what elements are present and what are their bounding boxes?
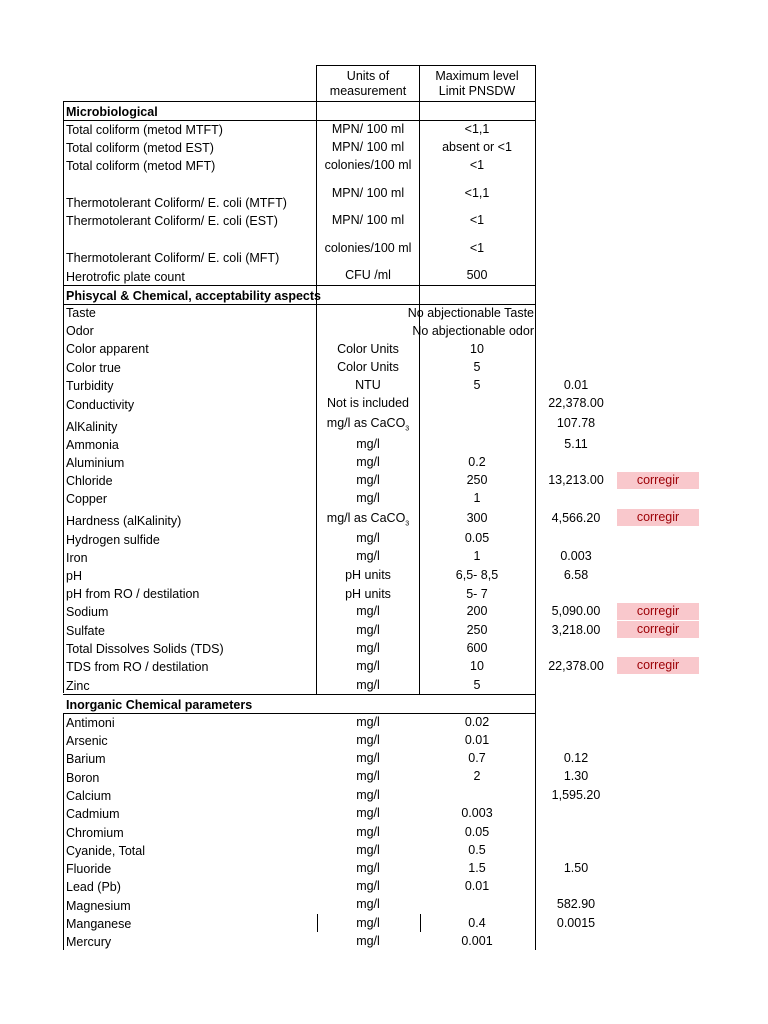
row-unit-text: mg/l: [356, 788, 380, 802]
row-unit-text: mg/l: [356, 455, 380, 469]
row-unit-text: Not is included: [327, 396, 409, 410]
row-max-limit: <1: [469, 213, 485, 227]
row-unit-text: MPN/ 100 ml: [331, 213, 405, 227]
grid-line: [317, 914, 318, 932]
row-parameter-name: Aluminium: [66, 456, 125, 470]
row-parameter-name: Boron: [66, 771, 100, 785]
row-max-limit: 1: [473, 491, 481, 505]
row-unit-text: colonies/100 ml: [324, 158, 412, 172]
row-max-limit: 500: [466, 268, 488, 282]
row-unit-text: MPN/ 100 ml: [331, 122, 405, 136]
row-unit-subscript: 3: [405, 520, 410, 528]
row-max-limit: 5- 7: [466, 587, 488, 601]
row-parameter-name: Sodium: [66, 605, 109, 619]
grid-line: [63, 120, 536, 121]
row-measured-value: 5.11: [564, 437, 588, 451]
row-unit-text: mg/l: [356, 825, 380, 839]
row-max-limit: 10: [470, 342, 484, 356]
row-parameter-name: Antimoni: [66, 716, 115, 730]
row-unit-text: MPN/ 100 ml: [331, 140, 405, 154]
row-unit: [318, 241, 418, 255]
grid-line: [316, 65, 317, 694]
row-unit-text: mg/l: [356, 897, 380, 911]
row-max-limit: 10: [470, 659, 484, 673]
grid-line: [63, 101, 536, 102]
row-unit-text: mg/l: [356, 641, 380, 655]
row-unit-text: mg/l as CaCO: [326, 511, 406, 525]
row-parameter-name: Calcium: [66, 789, 112, 803]
row-parameter-name: Hydrogen sulfide: [66, 533, 160, 547]
row-parameter-name: Zinc: [66, 679, 90, 693]
row-unit: [318, 378, 418, 392]
row-measured-value: 22,378.00: [548, 396, 604, 410]
grid-line: [63, 713, 536, 714]
row-max-limit: No abjectionable Taste: [407, 306, 534, 320]
row-unit: [318, 491, 418, 505]
row-parameter-name: Hardness (alKalinity): [66, 514, 182, 528]
row-unit-text: mg/l: [356, 491, 380, 505]
row-max-limit: 0.7: [468, 751, 486, 765]
row-measured-value: 5,090.00: [551, 604, 601, 618]
row-unit-text: Color Units: [337, 342, 399, 356]
row-parameter-name: Chloride: [66, 474, 113, 488]
row-unit: [318, 186, 418, 200]
row-unit: [318, 751, 418, 765]
row-parameter-name: Lead (Pb): [66, 880, 121, 894]
row-unit-text: mg/l: [356, 473, 380, 487]
row-unit: [318, 897, 418, 911]
row-parameter-name: Total coliform (metod MFT): [66, 159, 216, 173]
row-unit: [318, 733, 418, 747]
row-max-limit: 2: [473, 769, 481, 783]
row-parameter-name: Copper: [66, 492, 107, 506]
row-unit-text: mg/l: [356, 843, 380, 857]
row-parameter-name: Herotrofic plate count: [66, 270, 185, 284]
row-measured-value: 6.58: [563, 568, 589, 582]
row-unit: [318, 158, 418, 172]
row-max-limit: 0.05: [464, 825, 490, 839]
row-unit-text: mg/l: [356, 678, 380, 692]
row-unit: [318, 437, 418, 451]
row-parameter-name: Thermotolerant Coliform/ E. coli (EST): [66, 214, 278, 228]
row-unit-text: colonies/100 ml: [324, 241, 412, 255]
grid-line: [420, 914, 421, 932]
row-max-limit: 6,5- 8,5: [455, 568, 499, 582]
row-unit-text: mg/l: [356, 549, 380, 563]
row-unit-text: pH units: [345, 587, 391, 601]
row-measured-value: 1.30: [563, 769, 589, 783]
row-max-limit: 300: [466, 511, 488, 525]
row-unit-text: mg/l: [356, 751, 380, 765]
row-unit-text: mg/l: [356, 715, 380, 729]
row-unit-text: mg/l: [356, 437, 380, 451]
row-max-limit: 5: [473, 378, 481, 392]
row-unit-text: mg/l: [356, 934, 380, 948]
row-measured-value: 0.003: [560, 549, 592, 563]
row-max-limit: 0.05: [464, 531, 490, 545]
row-max-limit: 5: [473, 360, 481, 374]
grid-line: [63, 304, 536, 305]
row-unit-text: mg/l: [356, 659, 380, 673]
row-unit: [318, 641, 418, 655]
row-max-limit: <1,1: [464, 186, 490, 200]
row-parameter-name: Cyanide, Total: [66, 844, 145, 858]
row-parameter-name: Iron: [66, 551, 88, 565]
header-max-label: Maximum level Limit PNSDW: [435, 69, 519, 98]
row-measured-value: 13,213.00: [548, 473, 604, 487]
row-parameter-name: Ammonia: [66, 438, 119, 452]
row-unit: [318, 455, 418, 469]
row-unit: [318, 568, 418, 582]
row-unit: [318, 360, 418, 374]
row-parameter-name: Chromium: [66, 826, 124, 840]
row-unit: [318, 342, 418, 356]
row-unit-text: mg/l: [356, 879, 380, 893]
row-measured-value: 582.90: [556, 897, 596, 911]
row-measured-value: 22,378.00: [548, 659, 604, 673]
row-max-limit: 0.2: [468, 455, 486, 469]
row-max-limit: absent or <1: [442, 140, 512, 154]
row-unit-text: pH units: [345, 568, 391, 582]
row-max-limit: 600: [466, 641, 488, 655]
row-unit: [318, 916, 418, 930]
row-max-limit: No abjectionable odor: [412, 324, 534, 338]
row-unit: [318, 934, 418, 948]
grid-line: [535, 65, 536, 950]
row-unit-text: mg/l: [356, 861, 380, 875]
row-parameter-name: Manganese: [66, 917, 132, 931]
corregir-flag: corregir: [617, 603, 699, 620]
row-unit-text: mg/l: [356, 531, 380, 545]
header-units-label: Units of measurement: [329, 69, 407, 98]
row-parameter-name: Color true: [66, 361, 121, 375]
row-parameter-name: Fluoride: [66, 862, 112, 876]
row-unit: [318, 473, 418, 487]
row-unit-text: mg/l: [356, 733, 380, 747]
row-unit: [318, 416, 418, 437]
row-max-limit: 5: [473, 678, 481, 692]
row-parameter-name: AlKalinity: [66, 420, 118, 434]
row-parameter-name: Conductivity: [66, 398, 135, 412]
row-unit-text: Color Units: [337, 360, 399, 374]
row-parameter-name: Turbidity: [66, 379, 114, 393]
row-parameter-name: Arsenic: [66, 734, 108, 748]
row-unit: [318, 659, 418, 673]
row-unit: [318, 788, 418, 802]
row-unit: [318, 549, 418, 563]
row-max-limit: 0.001: [461, 934, 493, 948]
row-unit-text: NTU: [355, 378, 381, 392]
row-unit: [318, 825, 418, 839]
row-measured-value: 3,218.00: [551, 623, 601, 637]
section-inorganic: Inorganic Chemical parameters: [66, 698, 253, 712]
row-max-limit: 0.02: [464, 715, 490, 729]
row-unit-text: CFU /ml: [345, 268, 391, 282]
row-measured-value: 1,595.20: [551, 788, 601, 802]
row-unit: [318, 769, 418, 783]
row-max-limit: 250: [466, 623, 488, 637]
grid-line: [419, 65, 420, 694]
row-max-limit: 1.5: [468, 861, 486, 875]
row-parameter-name: pH from RO / destilation: [66, 587, 200, 601]
row-unit: [318, 806, 418, 820]
row-parameter-name: Mercury: [66, 935, 112, 949]
corregir-flag: corregir: [617, 621, 699, 638]
grid-line: [63, 285, 536, 286]
row-measured-value: 0.0015: [556, 916, 596, 930]
row-parameter-name: Taste: [66, 306, 96, 320]
row-unit: [318, 531, 418, 545]
row-unit: [318, 879, 418, 893]
row-unit: [318, 604, 418, 618]
row-measured-value: 4,566.20: [551, 511, 601, 525]
row-measured-value: 0.12: [563, 751, 589, 765]
row-parameter-name: Odor: [66, 324, 94, 338]
grid-line: [63, 694, 536, 695]
row-unit: [318, 396, 418, 410]
row-unit: [318, 213, 418, 227]
grid-line: [316, 65, 536, 66]
row-unit: [318, 843, 418, 857]
row-parameter-name: Thermotolerant Coliform/ E. coli (MTFT): [66, 196, 287, 210]
row-unit-text: mg/l: [356, 623, 380, 637]
row-unit: [318, 268, 418, 282]
row-max-limit: 200: [466, 604, 488, 618]
row-unit-text: mg/l: [356, 806, 380, 820]
row-max-limit: 0.4: [468, 916, 486, 930]
row-parameter-name: Sulfate: [66, 624, 105, 638]
row-max-limit: <1: [469, 241, 485, 255]
row-unit: [318, 861, 418, 875]
row-parameter-name: Total Dissolves Solids (TDS): [66, 642, 224, 656]
row-unit-text: mg/l: [356, 916, 380, 930]
row-unit-subscript: 3: [405, 425, 410, 433]
row-parameter-name: Thermotolerant Coliform/ E. coli (MFT): [66, 251, 280, 265]
row-unit: [318, 140, 418, 154]
row-measured-value: 1.50: [563, 861, 589, 875]
row-unit: [318, 511, 418, 532]
section-physical-chemical: Phisycal & Chemical, acceptability aspects: [66, 289, 321, 303]
row-parameter-name: Cadmium: [66, 807, 120, 821]
row-parameter-name: Color apparent: [66, 342, 149, 356]
corregir-flag: corregir: [617, 657, 699, 674]
row-max-limit: 0.003: [461, 806, 493, 820]
row-max-limit: 250: [466, 473, 488, 487]
section-microbiological: Microbiological: [66, 105, 158, 119]
row-unit: [318, 623, 418, 637]
row-parameter-name: pH: [66, 569, 82, 583]
row-unit-text: mg/l: [356, 604, 380, 618]
row-parameter-name: TDS from RO / destilation: [66, 660, 209, 674]
row-max-limit: 0.5: [468, 843, 486, 857]
row-unit-text: MPN/ 100 ml: [331, 186, 405, 200]
row-unit: [318, 122, 418, 136]
row-unit: [318, 678, 418, 692]
row-unit: [318, 715, 418, 729]
row-parameter-name: Total coliform (metod MTFT): [66, 123, 223, 137]
row-unit: [318, 587, 418, 601]
corregir-flag: corregir: [617, 509, 699, 526]
row-max-limit: <1,1: [464, 122, 490, 136]
row-parameter-name: Total coliform (metod EST): [66, 141, 214, 155]
row-max-limit: 0.01: [464, 733, 490, 747]
row-parameter-name: Barium: [66, 752, 106, 766]
grid-line: [63, 713, 64, 950]
row-max-limit: 0.01: [464, 879, 490, 893]
row-max-limit: 1: [473, 549, 481, 563]
grid-line: [63, 101, 64, 693]
row-measured-value: 0.01: [563, 378, 589, 392]
corregir-flag: corregir: [617, 472, 699, 489]
row-measured-value: 107.78: [556, 416, 596, 430]
row-parameter-name: Magnesium: [66, 899, 131, 913]
row-max-limit: <1: [469, 158, 485, 172]
row-unit-text: mg/l as CaCO: [326, 416, 406, 430]
row-unit-text: mg/l: [356, 769, 380, 783]
